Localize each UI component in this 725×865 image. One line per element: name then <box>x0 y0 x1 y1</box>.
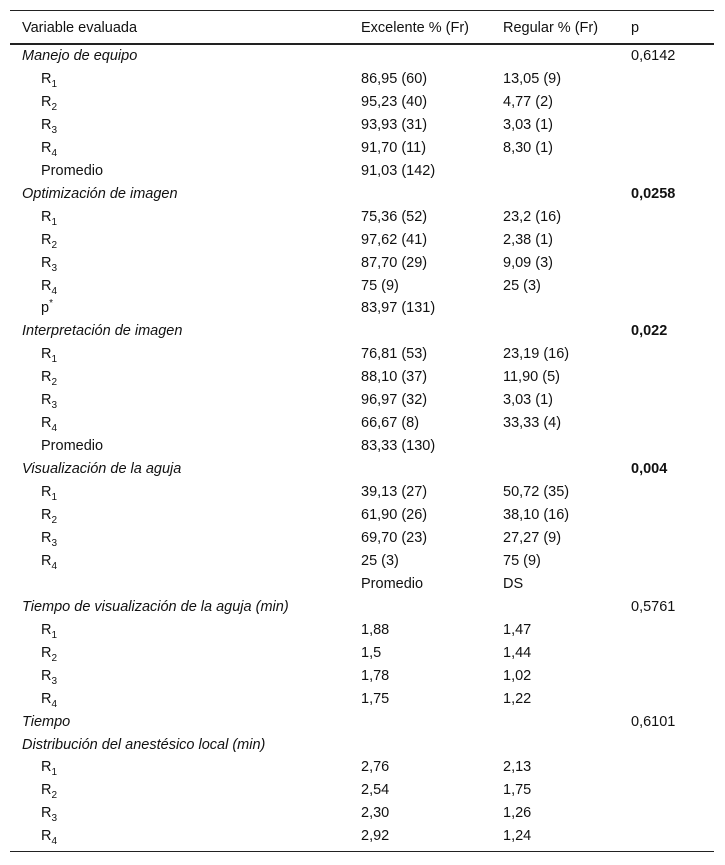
header-regular: Regular % (Fr) <box>503 20 599 36</box>
label-subscript: 1 <box>51 629 58 641</box>
header-p: p <box>631 20 640 36</box>
label-subscript: 2 <box>51 377 58 389</box>
excelente-value: Promedio <box>361 575 424 592</box>
label-subscript: 3 <box>51 537 58 549</box>
table-row <box>0 389 725 412</box>
row-label <box>41 688 57 711</box>
label-subscript: 1 <box>51 492 58 504</box>
label-text: Promedio <box>41 162 104 179</box>
regular-value: 13,05 (9) <box>503 70 562 87</box>
excelente-value: 91,70 (11) <box>361 139 427 156</box>
excelente-value: 75 (9) <box>361 277 399 294</box>
row-label <box>41 481 57 504</box>
row-label <box>41 366 57 389</box>
label-text: R <box>41 484 52 501</box>
table-row <box>0 642 725 665</box>
label-subscript: 4 <box>51 698 58 710</box>
p-value: 0,0258 <box>631 185 676 202</box>
regular-value: 1,47 <box>503 621 532 638</box>
label-subscript: 4 <box>51 423 58 435</box>
excelente-value: 95,23 (40) <box>361 93 428 110</box>
p-value: 0,022 <box>631 323 668 340</box>
row-label <box>41 504 57 527</box>
table-row <box>0 114 725 137</box>
row-label <box>41 137 57 160</box>
label-text: R <box>41 552 52 569</box>
label-text: Tiempo de visualización de la aguja (min) <box>22 598 289 615</box>
label-subscript: 2 <box>51 239 58 251</box>
excelente-value: 88,10 (37) <box>361 369 428 386</box>
regular-value: 1,44 <box>503 644 532 661</box>
label-text: R <box>41 621 52 638</box>
label-subscript: 3 <box>51 675 58 687</box>
label-subscript: 1 <box>51 354 58 366</box>
table-row <box>0 435 725 458</box>
label-subscript: 2 <box>51 101 58 113</box>
regular-value: 23,19 (16) <box>503 346 570 363</box>
label-text: R <box>41 415 52 432</box>
regular-value: 11,90 (5) <box>503 369 560 386</box>
row-label <box>41 825 57 848</box>
excelente-value: 2,92 <box>361 828 390 845</box>
label-text: R <box>41 644 52 661</box>
regular-value: 3,03 (1) <box>503 116 553 133</box>
label-subscript: 1 <box>51 78 58 90</box>
row-label <box>41 550 57 573</box>
label-text: p <box>41 300 50 317</box>
row-label <box>41 435 103 458</box>
table-row <box>0 206 725 229</box>
excelente-value: 83,97 (131) <box>361 300 436 317</box>
table-row <box>0 688 725 711</box>
regular-value: 3,03 (1) <box>503 392 553 409</box>
table-row <box>0 160 725 183</box>
row-label <box>41 802 57 825</box>
table-row <box>0 619 725 642</box>
regular-value: 33,33 (4) <box>503 415 562 432</box>
label-subscript: 2 <box>51 652 58 664</box>
label-subscript: 4 <box>51 836 58 848</box>
p-value: 0,6142 <box>631 48 676 64</box>
label-subscript: 3 <box>51 262 58 274</box>
row-label <box>41 252 57 275</box>
table-top-rule <box>10 10 714 11</box>
excelente-value: 39,13 (27) <box>361 484 428 501</box>
table-row <box>0 825 725 848</box>
label-subscript: 4 <box>51 147 58 159</box>
label-text: R <box>41 805 52 822</box>
row-label <box>41 665 57 688</box>
excelente-value: 1,75 <box>361 690 390 707</box>
table-row <box>0 366 725 389</box>
excelente-value: 93,93 (31) <box>361 116 428 133</box>
excelente-value: 83,33 (130) <box>361 438 436 455</box>
regular-value: 1,22 <box>503 690 532 707</box>
regular-value: 1,75 <box>503 782 532 799</box>
label-text: Optimización de imagen <box>22 185 178 202</box>
row-label <box>41 527 57 550</box>
excelente-value: 86,95 (60) <box>361 70 428 87</box>
table-row <box>0 252 725 275</box>
table-row <box>0 275 725 298</box>
regular-value: 1,26 <box>503 805 532 822</box>
section-row <box>0 734 725 757</box>
label-text: R <box>41 231 52 248</box>
header-variable: Variable evaluada <box>22 20 138 36</box>
section-row <box>0 596 725 619</box>
row-label <box>41 91 57 114</box>
label-subscript: 1 <box>51 216 58 228</box>
label-text: R <box>41 139 52 156</box>
row-label <box>41 160 103 183</box>
label-text: Distribución del anestésico local (min) <box>22 736 266 753</box>
label-text: R <box>41 690 52 707</box>
excelente-value: 96,97 (32) <box>361 392 428 409</box>
table-row <box>0 137 725 160</box>
regular-value: 2,38 (1) <box>503 231 553 248</box>
section-label <box>22 45 137 68</box>
regular-value: DS <box>503 575 524 592</box>
excelente-value: 91,03 (142) <box>361 162 436 179</box>
p-value: 0,5761 <box>631 598 676 615</box>
table-row <box>0 756 725 779</box>
row-label <box>41 275 57 298</box>
section-row <box>0 458 725 481</box>
label-subscript: 4 <box>51 560 58 572</box>
regular-value: 2,13 <box>503 759 532 776</box>
excelente-value: 1,5 <box>361 644 382 661</box>
row-label <box>41 619 57 642</box>
section-label <box>22 596 289 619</box>
row-label <box>41 412 57 435</box>
row-label <box>41 779 57 802</box>
table-row <box>0 779 725 802</box>
label-text: R <box>41 667 52 684</box>
label-subscript: 1 <box>51 767 58 779</box>
row-label <box>41 68 57 91</box>
regular-value: 9,09 (3) <box>503 254 553 271</box>
table-row <box>0 412 725 435</box>
row-label <box>41 389 57 412</box>
row-label <box>41 206 57 229</box>
label-text: Promedio <box>41 438 104 455</box>
label-text: Interpretación de imagen <box>22 323 183 340</box>
table-row <box>0 343 725 366</box>
label-text: R <box>41 782 52 799</box>
section-label <box>22 183 178 206</box>
section-label <box>22 734 265 757</box>
label-text: R <box>41 507 52 523</box>
excelente-value: 61,90 (26) <box>361 507 428 523</box>
label-superscript: * <box>49 298 53 310</box>
excelente-value: 87,70 (29) <box>361 254 428 271</box>
excelente-value: 76,81 (53) <box>361 346 428 363</box>
label-text: R <box>41 93 52 110</box>
label-text: R <box>41 277 52 294</box>
excelente-value: 1,88 <box>361 621 390 638</box>
label-subscript: 2 <box>51 790 58 802</box>
excelente-value: 97,62 (41) <box>361 231 428 248</box>
section-label <box>22 711 70 734</box>
table-row <box>0 297 725 320</box>
label-text: R <box>41 828 52 845</box>
p-value: 0,6101 <box>631 713 676 730</box>
regular-value: 75 (9) <box>503 552 541 569</box>
label-text: R <box>41 116 52 133</box>
table-row <box>0 504 725 527</box>
label-text: R <box>41 759 52 776</box>
regular-value: 27,27 (9) <box>503 529 562 546</box>
label-text: R <box>41 392 52 409</box>
regular-value: 50,72 (35) <box>503 484 570 501</box>
row-label <box>41 229 57 252</box>
section-row <box>0 320 725 343</box>
table-row <box>0 573 725 596</box>
header-excelente: Excelente % (Fr) <box>361 20 469 36</box>
regular-value: 1,24 <box>503 828 532 845</box>
table-bottom-rule <box>10 851 714 852</box>
excelente-value: 2,76 <box>361 759 390 776</box>
label-text: R <box>41 529 52 546</box>
excelente-value: 2,30 <box>361 805 390 822</box>
row-label <box>41 756 57 779</box>
table-row <box>0 527 725 550</box>
table-row <box>0 68 725 91</box>
table-row <box>0 665 725 688</box>
label-text: Visualización de la aguja <box>22 461 182 478</box>
table-row <box>0 91 725 114</box>
p-value: 0,004 <box>631 461 668 478</box>
label-subscript: 4 <box>51 285 58 297</box>
section-row <box>0 711 725 734</box>
section-row <box>0 45 725 68</box>
regular-value: 8,30 (1) <box>503 139 553 156</box>
table-row <box>0 481 725 504</box>
excelente-value: 25 (3) <box>361 552 399 569</box>
label-subscript: 3 <box>51 124 58 136</box>
section-row <box>0 183 725 206</box>
label-text: R <box>41 208 52 225</box>
excelente-value: 66,67 (8) <box>361 415 420 432</box>
regular-value: 23,2 (16) <box>503 208 562 225</box>
label-text: R <box>41 70 52 87</box>
row-label <box>41 343 57 366</box>
excelente-value: 69,70 (23) <box>361 529 428 546</box>
table-row <box>0 229 725 252</box>
label-subscript: 3 <box>51 813 58 825</box>
label-text: R <box>41 254 52 271</box>
label-text: Tiempo <box>22 713 71 730</box>
regular-value: 1,02 <box>503 667 532 684</box>
row-label <box>41 114 57 137</box>
label-text: Manejo de equipo <box>22 48 138 64</box>
row-label <box>41 297 53 320</box>
regular-value: 4,77 (2) <box>503 93 553 110</box>
label-text: R <box>41 346 52 363</box>
table-header <box>0 15 725 41</box>
excelente-value: 1,78 <box>361 667 390 684</box>
label-subscript: 2 <box>51 515 58 526</box>
section-label <box>22 320 182 343</box>
table-row <box>0 550 725 573</box>
excelente-value: 75,36 (52) <box>361 208 428 225</box>
regular-value: 25 (3) <box>503 277 541 294</box>
row-label <box>41 642 57 665</box>
label-text: R <box>41 369 52 386</box>
label-subscript: 3 <box>51 400 58 412</box>
regular-value: 38,10 (16) <box>503 507 570 523</box>
table-row <box>0 802 725 825</box>
excelente-value: 2,54 <box>361 782 390 799</box>
section-label <box>22 458 181 481</box>
